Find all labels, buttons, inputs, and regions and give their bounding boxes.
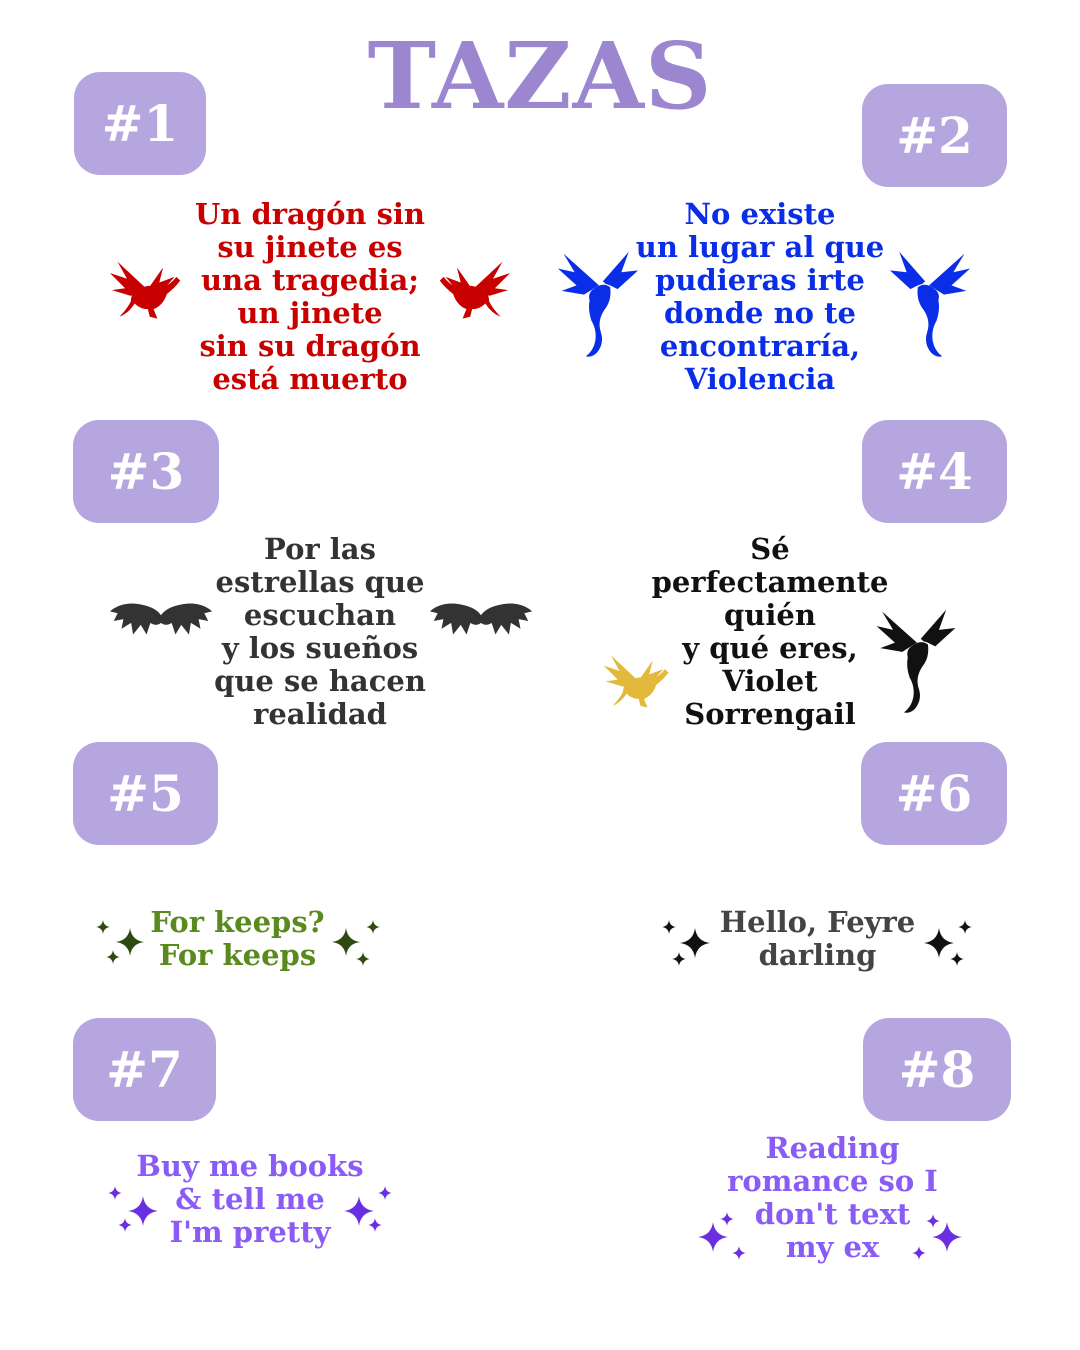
quote-3-line-6: realidad <box>253 697 387 731</box>
black-dragon-icon <box>860 606 972 716</box>
badge-3: #3 <box>73 420 219 523</box>
bat-wings-icon <box>108 600 214 642</box>
badge-5: #5 <box>73 742 218 845</box>
quote-1-line-4: un jinete <box>237 296 383 330</box>
sparkle-icon <box>662 920 676 934</box>
quote-8-line-4: my ex <box>785 1230 880 1264</box>
badge-4: #4 <box>862 420 1007 523</box>
sparkle-icon <box>932 1222 962 1252</box>
quote-1-line-5: sin su dragón <box>199 329 421 363</box>
quote-4-line-6: Sorrengail <box>684 697 856 731</box>
quote-8 <box>700 1132 965 1264</box>
quote-8-line-3: don't text <box>754 1197 911 1231</box>
badge-8: #8 <box>863 1018 1011 1121</box>
quote-4-line-5: Violet <box>722 664 818 698</box>
sparkle-icon <box>118 1218 132 1232</box>
sparkle-icon <box>356 952 370 966</box>
gold-dragon-icon <box>602 648 672 720</box>
sparkle-icon <box>366 920 380 934</box>
sparkle-icon <box>950 952 964 966</box>
quote-1-line-1: Un dragón sin <box>194 197 426 231</box>
sparkle-icon <box>368 1218 382 1232</box>
quote-2-line-1: No existe <box>684 197 836 231</box>
sparkle-icon <box>912 1246 926 1260</box>
sparkle-icon <box>106 950 120 964</box>
sparkle-icon <box>128 1196 158 1226</box>
quote-5-line-1: For keeps? <box>150 905 325 939</box>
sparkle-icon <box>672 952 686 966</box>
quote-6-line-2: darling <box>758 938 877 972</box>
sparkle-icon <box>732 1246 746 1260</box>
quote-2-line-3: pudieras irte <box>655 263 865 297</box>
quote-6-line-1: Hello, Feyre <box>719 905 916 939</box>
quote-3-line-2: estrellas que <box>215 565 425 599</box>
quote-7-line-2: & tell me <box>175 1182 325 1216</box>
quote-1 <box>170 198 450 396</box>
sparkle-icon <box>96 920 110 934</box>
bat-wings-icon <box>428 600 534 642</box>
sparkle-icon <box>698 1222 728 1252</box>
quote-2-line-4: donde no te <box>664 296 856 330</box>
sparkle-icon <box>958 920 972 934</box>
quote-4-line-4: y qué eres, <box>682 631 858 665</box>
quote-1-line-3: una tragedia; <box>200 263 420 297</box>
quote-7-line-1: Buy me books <box>136 1149 364 1183</box>
quote-8-line-2: romance so I <box>727 1164 938 1198</box>
quote-3-line-1: Por las <box>264 532 376 566</box>
badge-2: #2 <box>862 84 1007 187</box>
quote-2-line-5: encontraría, <box>659 329 861 363</box>
quote-2 <box>615 198 905 396</box>
quote-5 <box>130 906 345 972</box>
quote-8-line-1: Reading <box>765 1131 900 1165</box>
badge-1: #1 <box>74 72 206 175</box>
quote-4-line-2: perfectamente <box>651 565 889 599</box>
quote-4-line-3: quién <box>724 598 816 632</box>
badge-7: #7 <box>73 1018 216 1121</box>
red-dragon-icon <box>436 258 512 328</box>
quote-3-line-3: escuchan <box>243 598 397 632</box>
red-dragon-icon <box>108 258 184 328</box>
quote-6 <box>705 906 930 972</box>
quote-7-line-3: I'm pretty <box>169 1215 331 1249</box>
page-title: TAZAS <box>367 22 713 130</box>
quote-3-line-4: y los sueños <box>221 631 419 665</box>
quote-2-line-6: Violencia <box>684 362 836 396</box>
sparkle-icon <box>116 928 144 956</box>
quote-3-line-5: que se hacen <box>214 664 426 698</box>
sparkle-icon <box>108 1186 122 1200</box>
quote-1-line-6: está muerto <box>212 362 408 396</box>
blue-dragon-icon <box>888 244 972 364</box>
quote-2-line-2: un lugar al que <box>635 230 885 264</box>
quote-1-line-2: su jinete es <box>217 230 403 264</box>
quote-3 <box>180 533 460 731</box>
quote-5-line-2: For keeps <box>158 938 317 972</box>
blue-dragon-icon <box>556 244 640 364</box>
sparkle-icon <box>378 1186 392 1200</box>
quote-4-line-1: Sé <box>750 532 790 566</box>
badge-6: #6 <box>861 742 1007 845</box>
